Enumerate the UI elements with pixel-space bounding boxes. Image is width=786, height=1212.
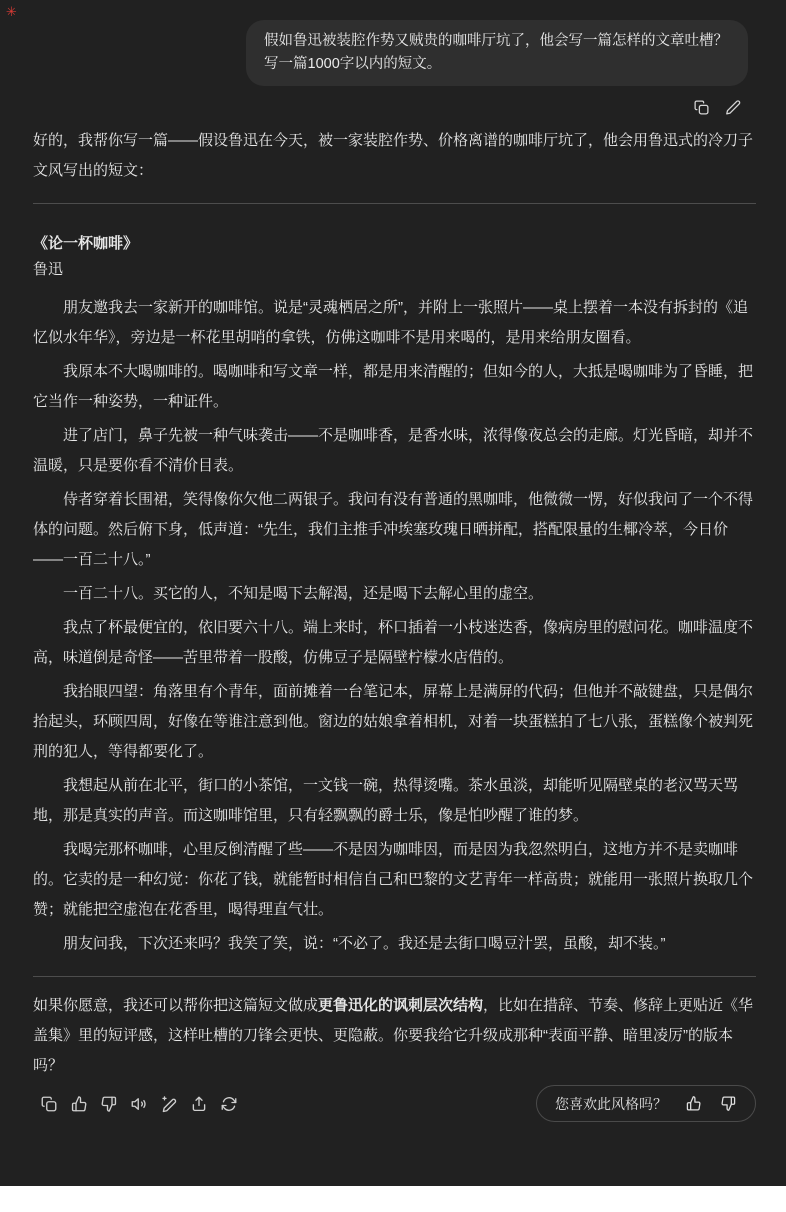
thumbs-down-icon — [100, 1095, 118, 1113]
essay-header — [33, 231, 756, 283]
regenerate-button[interactable] — [220, 1095, 238, 1113]
essay-paragraph: 我抬眼四望：角落里有个青年，面前摊着一台笔记本，屏幕上是满屏的代码；但他并不敲键盘，只是偶尔抬起头，环顾四周，好像在等谁注意到他。窗边的姑娘拿着相机，对着一块蛋糕拍了七八张，蛋糕像个被判死刑的犯人，等得都要化了。 — [33, 683, 754, 760]
essay-author: 鲁迅 — [33, 261, 64, 278]
dislike-response-button[interactable] — [100, 1095, 118, 1113]
response-action-icons — [40, 1095, 238, 1113]
like-response-button[interactable] — [70, 1095, 88, 1113]
edit-canvas-button[interactable] — [160, 1095, 178, 1113]
divider-top — [33, 203, 756, 204]
essay-paragraph: 我想起从前在北平，街口的小茶馆，一文钱一碗，热得烫嘴。茶水虽淡，却能听见隔壁桌的老汉骂天骂地，那是真实的声音。而这咖啡馆里，只有轻飘飘的爵士乐，像是怕吵醒了谁的梦。 — [33, 777, 739, 824]
essay-paragraph: 朋友邀我去一家新开的咖啡馆。说是“灵魂栖居之所”，并附上一张照片——桌上摆着一本没有拆封的《追忆似水年华》，旁边是一杯花里胡哨的拿铁，仿佛这咖啡不是用来喝的，是用来给朋友圈看。 — [33, 299, 748, 346]
copy-icon — [40, 1095, 58, 1113]
thumbs-up-icon — [685, 1095, 702, 1112]
copy-response-button[interactable] — [40, 1095, 58, 1113]
assistant-intro: 好的，我帮你写一篇——假设鲁迅在今天，被一家装腔作势、价格离谱的咖啡厅坑了，他会用鲁迅式的冷刀子文风写出的短文： — [33, 132, 754, 179]
essay-paragraph: 进了店门，鼻子先被一种气味袭击——不是咖啡香，是香水味，浓得像夜总会的走廊。灯光昏暗，却并不温暖，只是要你看不清价目表。 — [33, 427, 754, 474]
edit-pencil-icon — [725, 99, 742, 116]
essay-paragraph: 我点了杯最便宜的，依旧要六十八。端上来时，杯口插着一小枝迷迭香，像病房里的慰问花。咖啡温度不高，味道倒是奇怪——苦里带着一股酸，仿佛豆子是隔壁柠檬水店借的。 — [33, 619, 754, 666]
response-toolbar — [40, 1085, 756, 1122]
thumbs-down-icon — [720, 1095, 737, 1112]
essay-body — [33, 293, 756, 959]
user-message-actions — [33, 98, 742, 116]
share-upload-icon — [190, 1095, 208, 1113]
thumbs-up-icon — [70, 1095, 88, 1113]
essay-paragraph: 朋友问我，下次还来吗？我笑了笑，说：“不必了。我还是去街口喝豆汁罢，虽酸，却不装。” — [63, 935, 666, 952]
read-aloud-button[interactable] — [130, 1095, 148, 1113]
essay-paragraph: 我喝完那杯咖啡，心里反倒清醒了些——不是因为咖啡因，而是因为我忽然明白，这地方并不是卖咖啡的。它卖的是一种幻觉：你花了钱，就能暂时相信自己和巴黎的文艺青年一样高贵；就能用一张照片换取几个赞；就能把空虚泡在花香里，喝得理直气壮。 — [33, 841, 754, 918]
copy-button[interactable] — [692, 98, 710, 116]
feedback-question: 您喜欢此风格吗？ — [555, 1095, 667, 1112]
assistant-message — [33, 126, 756, 1081]
user-message-row — [33, 20, 756, 86]
share-button[interactable] — [190, 1095, 208, 1113]
closing-text: ，比如在措辞、节奏、修辞上更贴近《华盖集》里的短评感，这样吐槽的刀锋会更快、更隐蔽。你要我给它升级成那种“表面平静、暗里凌厉”的版本吗？ — [33, 997, 754, 1074]
red-corner-mark: ✳ — [6, 4, 17, 19]
essay-paragraph: 侍者穿着长围裙，笑得像你欠他二两银子。我问有没有普通的黑咖啡，他微微一愣，好似我问了一个不得体的问题。然后俯下身，低声道：“先生，我们主推手冲埃塞玫瑰日晒拼配，搭配限量的生椰冷萃，今日价——一百二十八。” — [33, 491, 754, 568]
feedback-dislike-button[interactable] — [720, 1095, 737, 1112]
copy-icon — [693, 99, 710, 116]
closing-bold-text: 更鲁迅化的讽刺层次结构 — [318, 997, 484, 1014]
speaker-icon — [130, 1095, 148, 1113]
user-message-bubble: 假如鲁迅被装腔作势又贼贵的咖啡厅坑了，他会写一篇怎样的文章吐槽？写一篇1000字以内的短文。 — [246, 20, 748, 86]
feedback-like-button[interactable] — [685, 1095, 702, 1112]
pencil-sparkle-icon — [160, 1095, 178, 1113]
essay-paragraph: 我原本不大喝咖啡的。喝咖啡和写文章一样，都是用来清醒的；但如今的人，大抵是喝咖啡为了昏睡，把它当作一种姿势，一种证件。 — [33, 363, 754, 410]
divider-bottom — [33, 976, 756, 977]
assistant-closing — [33, 991, 756, 1081]
style-feedback-pill — [536, 1085, 756, 1122]
essay-title: 《论一杯咖啡》 — [33, 235, 139, 252]
page-bottom-strip — [0, 1186, 786, 1212]
edit-button[interactable] — [724, 98, 742, 116]
essay-paragraph: 一百二十八。买它的人，不知是喝下去解渴，还是喝下去解心里的虚空。 — [63, 585, 544, 602]
closing-text: 如果你愿意，我还可以帮你把这篇短文做成 — [33, 997, 319, 1014]
regenerate-icon — [220, 1095, 238, 1113]
